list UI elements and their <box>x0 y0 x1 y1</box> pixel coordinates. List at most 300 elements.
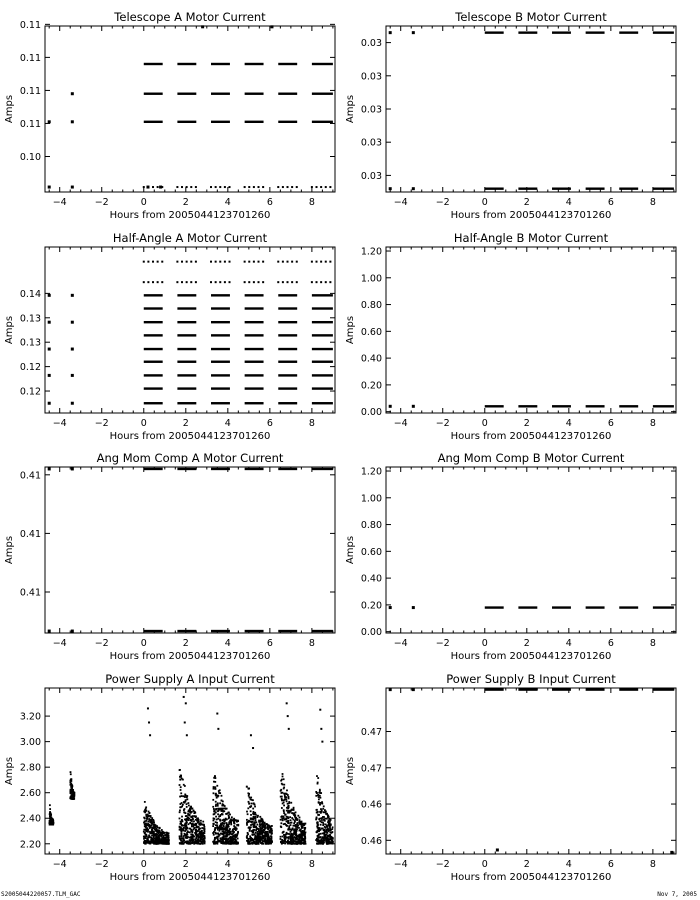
data-point <box>148 835 150 837</box>
data-point <box>325 829 327 831</box>
data-point <box>158 842 160 844</box>
data-point <box>145 814 147 816</box>
data-point <box>48 186 51 189</box>
data-point <box>283 810 285 812</box>
data-point-sparse <box>296 186 298 188</box>
data-point <box>255 826 257 828</box>
data-point <box>280 822 282 824</box>
data-dash <box>312 121 333 123</box>
y-tick-label: 0.11 <box>19 19 41 31</box>
data-point <box>179 784 181 786</box>
data-dash <box>586 405 605 407</box>
data-point-sparse <box>152 281 154 283</box>
data-point <box>151 837 153 839</box>
data-point-sparse <box>176 261 178 263</box>
data-point <box>317 782 319 784</box>
data-point <box>304 829 306 831</box>
chart-title: Telescope A Motor Current <box>114 10 266 24</box>
y-tick-label: 0.11 <box>19 118 41 130</box>
data-point <box>185 815 187 817</box>
data-point-sparse <box>277 186 279 188</box>
data-point <box>159 834 161 836</box>
data-point <box>196 841 198 843</box>
data-point <box>332 826 334 828</box>
data-point-sparse <box>329 281 331 283</box>
data-point <box>71 321 74 324</box>
data-point <box>152 827 154 829</box>
data-point <box>151 828 153 830</box>
data-point <box>300 835 302 837</box>
data-dash <box>653 31 674 33</box>
data-point <box>213 792 215 794</box>
data-point <box>268 836 270 838</box>
x-tick-label: −4 <box>52 638 67 649</box>
data-point-sparse <box>219 186 221 188</box>
data-point <box>284 834 286 836</box>
data-dash <box>278 321 297 323</box>
data-point <box>181 836 183 838</box>
x-tick-label: −4 <box>393 859 408 870</box>
y-tick-label: 3.20 <box>19 711 41 723</box>
data-point <box>283 805 285 807</box>
data-point <box>71 348 74 351</box>
data-point <box>196 835 198 837</box>
data-point <box>188 843 190 845</box>
plot-marks <box>389 606 674 609</box>
data-point <box>321 801 323 803</box>
data-dash <box>278 630 297 632</box>
data-point-sparse <box>147 261 149 263</box>
data-point <box>299 840 301 842</box>
data-dash <box>586 688 605 690</box>
data-point <box>193 820 195 822</box>
x-tick-label: 0 <box>481 418 488 429</box>
data-point <box>266 841 268 843</box>
data-point <box>181 842 183 844</box>
data-point <box>182 804 184 806</box>
data-point <box>148 840 150 842</box>
data-point <box>230 843 232 845</box>
x-tick-label: 2 <box>182 418 189 429</box>
data-dash <box>552 606 571 608</box>
data-dash <box>278 361 297 363</box>
data-point <box>48 402 51 405</box>
data-point <box>147 820 149 822</box>
data-point <box>249 830 251 832</box>
data-dash <box>211 468 230 470</box>
data-point <box>255 821 257 823</box>
data-point <box>236 828 238 830</box>
x-tick-label: 0 <box>140 418 147 429</box>
data-dash <box>312 402 333 404</box>
data-point <box>189 843 191 845</box>
data-point <box>152 839 154 841</box>
data-point <box>187 831 189 833</box>
data-point <box>329 825 331 827</box>
data-point-sparse <box>311 281 313 283</box>
data-point <box>215 809 217 811</box>
chart-panel-2 <box>345 10 676 221</box>
plot-marks <box>48 261 333 405</box>
data-point <box>163 838 165 840</box>
data-point <box>283 812 285 814</box>
data-point <box>227 839 229 841</box>
data-point <box>259 836 261 838</box>
x-axis-label: Hours from 2005044123701260 <box>450 210 612 221</box>
data-point <box>148 811 150 813</box>
data-point <box>151 831 153 833</box>
data-point <box>223 805 225 807</box>
y-tick-label: 0.03 <box>360 38 382 50</box>
data-point <box>232 842 234 844</box>
data-point-sparse <box>176 281 178 283</box>
data-point <box>230 836 232 838</box>
plot-marks <box>48 467 333 632</box>
data-point <box>266 839 268 841</box>
data-point <box>230 823 232 825</box>
data-point <box>204 838 206 840</box>
data-point <box>212 799 214 801</box>
data-point <box>213 817 215 819</box>
x-tick-label: 8 <box>308 197 315 208</box>
data-point <box>144 832 146 834</box>
data-point <box>252 799 254 801</box>
data-point <box>256 837 258 839</box>
data-point <box>252 839 254 841</box>
data-point <box>219 808 221 810</box>
data-dash <box>144 402 163 404</box>
data-point <box>71 92 74 95</box>
data-dash <box>144 321 163 323</box>
data-point <box>155 836 157 838</box>
data-point <box>197 819 199 821</box>
data-point <box>284 799 286 801</box>
data-point <box>71 120 74 123</box>
data-point <box>257 828 259 830</box>
y-axis-label: Amps <box>4 94 15 124</box>
data-point-sparse <box>224 281 226 283</box>
data-point <box>153 831 155 833</box>
data-point <box>181 833 183 835</box>
data-point <box>291 809 293 811</box>
y-tick-label: 2.20 <box>19 839 41 851</box>
data-dash <box>245 387 264 389</box>
data-point <box>180 840 182 842</box>
data-point <box>222 839 224 841</box>
data-dash <box>245 63 264 65</box>
data-point <box>288 838 290 840</box>
data-point <box>234 840 236 842</box>
x-tick-label: −2 <box>435 197 450 208</box>
data-dash <box>278 387 297 389</box>
y-tick-label: 0.41 <box>19 528 41 540</box>
data-dash <box>245 361 264 363</box>
data-point <box>165 839 167 841</box>
data-point <box>49 804 51 806</box>
data-point <box>71 374 74 377</box>
data-dash <box>144 630 163 632</box>
data-point <box>283 778 285 780</box>
data-point <box>183 839 185 841</box>
data-point <box>201 835 203 837</box>
data-point <box>187 817 189 819</box>
data-point <box>251 823 253 825</box>
data-point-sparse <box>181 281 183 283</box>
data-point <box>227 834 229 836</box>
data-point <box>212 825 214 827</box>
data-point <box>297 822 299 824</box>
data-dash <box>144 121 163 123</box>
data-point <box>248 827 250 829</box>
data-point <box>293 809 295 811</box>
data-point <box>153 837 155 839</box>
data-dash <box>177 63 196 65</box>
data-point <box>184 812 186 814</box>
x-tick-label: 0 <box>481 197 488 208</box>
data-point <box>149 827 151 829</box>
x-axis-label: Hours from 2005044123701260 <box>109 651 271 662</box>
data-point <box>144 836 146 838</box>
data-spike <box>288 728 290 730</box>
data-dash <box>144 63 163 65</box>
data-point-sparse <box>316 261 318 263</box>
data-point <box>282 840 284 842</box>
x-tick-label: 8 <box>649 859 656 870</box>
x-tick-label: 0 <box>481 859 488 870</box>
data-dash <box>518 187 537 189</box>
data-point <box>289 810 291 812</box>
data-point <box>216 797 218 799</box>
data-point <box>270 25 273 28</box>
data-point <box>271 833 273 835</box>
data-point <box>284 794 286 796</box>
data-point <box>250 838 252 840</box>
data-point-sparse <box>157 281 159 283</box>
data-point <box>284 840 286 842</box>
data-dash <box>177 630 196 632</box>
plot-area-frame <box>45 467 335 633</box>
data-point <box>288 796 290 798</box>
data-point <box>224 823 226 825</box>
data-point <box>297 839 299 841</box>
data-dash <box>245 121 264 123</box>
data-point <box>256 839 258 841</box>
data-point <box>147 839 149 841</box>
data-point-sparse <box>277 281 279 283</box>
data-point <box>181 816 183 818</box>
data-point-sparse <box>219 261 221 263</box>
data-point <box>323 816 325 818</box>
x-tick-label: −4 <box>393 418 408 429</box>
data-point-sparse <box>325 281 327 283</box>
data-point-sparse <box>262 261 264 263</box>
data-dash <box>245 334 264 336</box>
data-point <box>183 827 185 829</box>
data-point <box>215 832 217 834</box>
x-tick-label: 4 <box>565 859 572 870</box>
data-point-sparse <box>186 261 188 263</box>
data-point <box>296 835 298 837</box>
data-point <box>271 836 273 838</box>
data-point <box>292 825 294 827</box>
data-point <box>324 820 326 822</box>
data-dash <box>312 294 333 296</box>
data-point-sparse <box>181 186 183 188</box>
data-point <box>224 832 226 834</box>
data-point <box>179 836 181 838</box>
data-point <box>288 797 290 799</box>
data-point <box>285 793 287 795</box>
data-point <box>163 836 165 838</box>
data-dash <box>211 334 230 336</box>
data-point <box>148 814 150 816</box>
data-point <box>216 819 218 821</box>
data-point <box>316 843 318 845</box>
data-point <box>316 812 318 814</box>
data-point <box>496 848 499 851</box>
data-point <box>321 817 323 819</box>
data-point-sparse <box>296 261 298 263</box>
x-tick-label: 4 <box>224 197 231 208</box>
data-point <box>289 816 291 818</box>
data-dash <box>177 402 196 404</box>
data-point <box>261 832 263 834</box>
data-point <box>284 843 286 845</box>
data-point-sparse <box>210 261 212 263</box>
x-tick-label: −2 <box>94 859 109 870</box>
data-point <box>184 819 186 821</box>
data-point <box>165 843 167 845</box>
data-dash <box>177 374 196 376</box>
data-point <box>218 808 220 810</box>
data-dash <box>211 387 230 389</box>
data-point <box>267 831 269 833</box>
data-point <box>246 819 248 821</box>
data-point <box>280 789 282 791</box>
data-point <box>71 787 73 789</box>
data-point <box>232 832 234 834</box>
data-point <box>253 826 255 828</box>
data-point <box>145 806 147 808</box>
y-tick-label: 0.41 <box>19 587 41 599</box>
data-point <box>225 828 227 830</box>
data-point <box>220 810 222 812</box>
data-point-sparse <box>325 186 327 188</box>
data-point <box>223 810 225 812</box>
data-point <box>163 842 165 844</box>
data-point <box>322 843 324 845</box>
y-tick-label: 3.00 <box>19 737 41 749</box>
data-point <box>252 842 254 844</box>
data-point <box>154 840 156 842</box>
data-point <box>303 834 305 836</box>
data-point-sparse <box>195 281 197 283</box>
data-point <box>315 791 317 793</box>
x-tick-label: 2 <box>182 638 189 649</box>
data-point <box>280 836 282 838</box>
data-spike <box>216 713 218 715</box>
data-point-sparse <box>190 186 192 188</box>
x-tick-label: 4 <box>224 638 231 649</box>
data-point <box>317 827 319 829</box>
data-dash <box>485 606 504 608</box>
data-point-sparse <box>320 186 322 188</box>
data-point <box>317 825 319 827</box>
data-point-sparse <box>143 261 145 263</box>
x-axis-label: Hours from 2005044123701260 <box>109 431 271 442</box>
data-dash <box>619 31 638 33</box>
data-point <box>145 841 147 843</box>
data-point-sparse <box>291 281 293 283</box>
data-point <box>318 834 320 836</box>
data-point <box>389 606 392 609</box>
data-point <box>201 842 203 844</box>
data-point <box>161 829 163 831</box>
data-point <box>286 832 288 834</box>
data-point <box>216 785 218 787</box>
data-point <box>182 830 184 832</box>
data-point <box>325 824 327 826</box>
data-point <box>329 841 331 843</box>
data-point <box>283 823 285 825</box>
data-point <box>260 842 262 844</box>
data-point <box>162 832 164 834</box>
data-point <box>229 833 231 835</box>
x-tick-label: 8 <box>649 197 656 208</box>
data-point <box>190 830 192 832</box>
data-point-sparse <box>248 281 250 283</box>
plot-marks <box>389 405 674 408</box>
data-point <box>151 819 153 821</box>
x-tick-label: 4 <box>565 638 572 649</box>
data-dash <box>211 294 230 296</box>
data-point <box>412 606 415 609</box>
data-point <box>72 795 74 797</box>
x-tick-label: −4 <box>393 638 408 649</box>
y-tick-label: 2.60 <box>19 788 41 800</box>
data-point <box>320 797 322 799</box>
data-point <box>325 837 327 839</box>
x-tick-label: 6 <box>607 197 614 208</box>
data-point <box>299 817 301 819</box>
data-point <box>326 818 328 820</box>
data-point <box>237 838 239 840</box>
data-point <box>281 807 283 809</box>
data-point <box>270 828 272 830</box>
data-point <box>196 842 198 844</box>
data-point <box>219 826 221 828</box>
data-point <box>69 782 71 784</box>
y-axis-label: Amps <box>345 94 356 124</box>
data-point <box>203 832 205 834</box>
data-point <box>143 842 145 844</box>
data-point <box>291 812 293 814</box>
x-tick-label: 6 <box>607 638 614 649</box>
data-point <box>158 836 160 838</box>
data-dash <box>245 374 264 376</box>
data-point <box>146 818 148 820</box>
x-tick-label: 2 <box>523 859 530 870</box>
data-point <box>215 788 217 790</box>
data-point <box>157 826 159 828</box>
data-point <box>319 790 321 792</box>
data-point <box>282 776 284 778</box>
data-point <box>255 832 257 834</box>
data-point <box>180 775 182 777</box>
data-point <box>292 819 294 821</box>
data-point <box>318 837 320 839</box>
data-point <box>184 823 186 825</box>
